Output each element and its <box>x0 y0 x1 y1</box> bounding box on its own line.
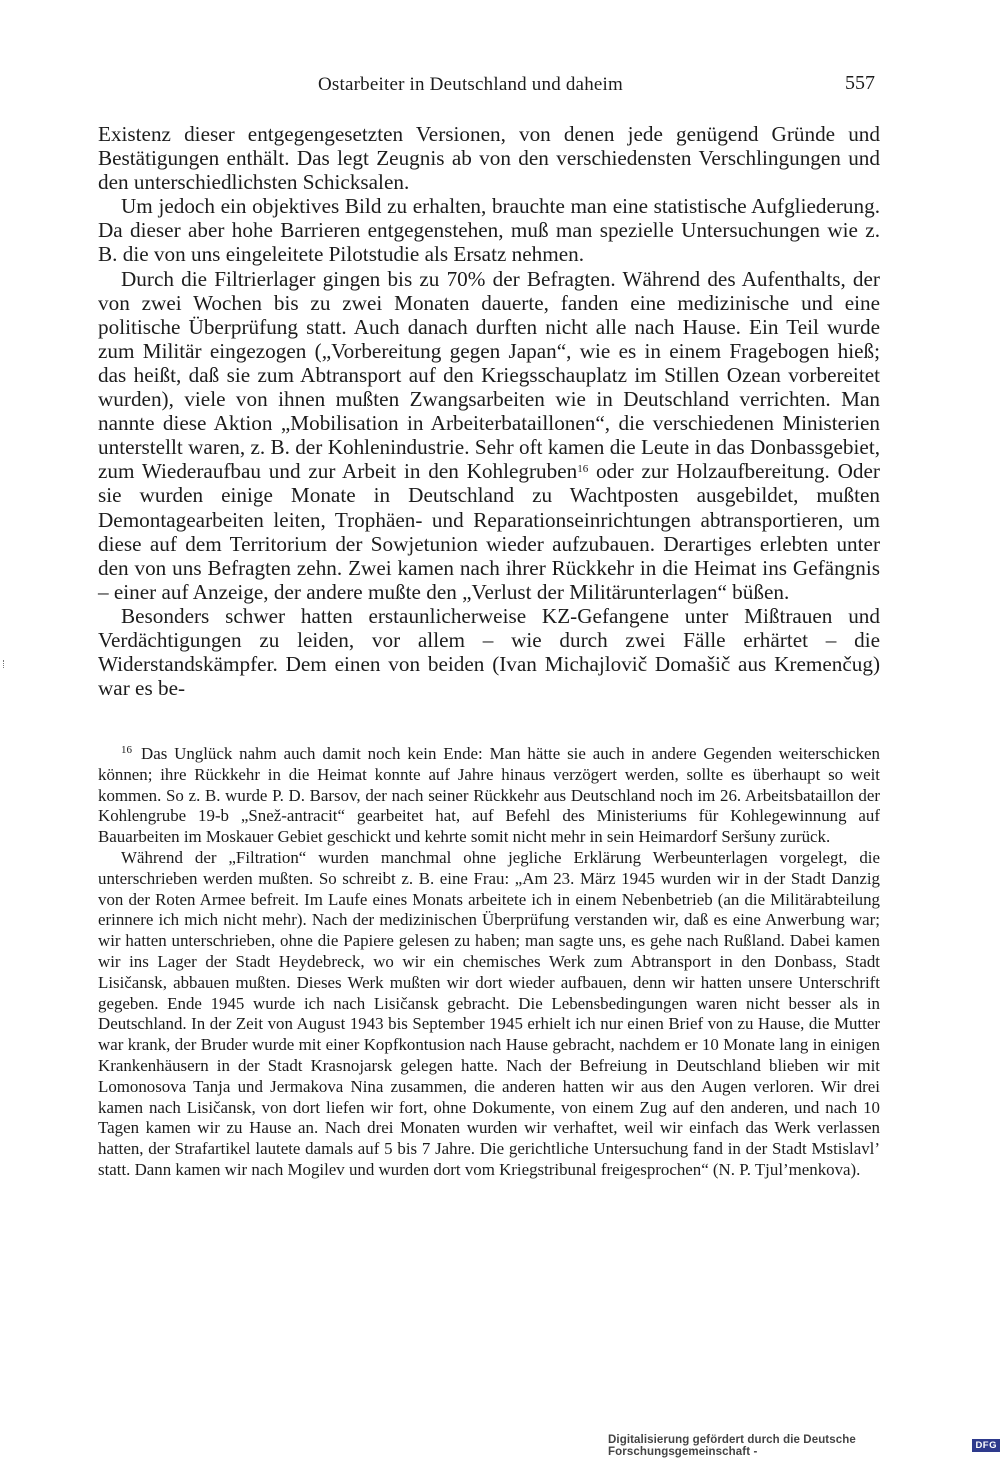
paragraph-3-text-b: oder zur Holzaufbereitung. Oder sie wurden einige Monate in Deutschland zu Wachtposten ausgebildet, mußten Demontagearbeiten leiten, Trophäen- und Reparationseinrichtungen abtransportieren, um diese auf dem Territorium der Sowjetunion wieder aufzubauen. Derartiges erlebten unter den von uns Befragten zehn. Zwei kamen nach ihrer Rückkehr in die Heimat ins Gefängnis – einer auf Anzeige, der andere mußte den „Verlust der Militärunterlagen“ büßen. <box>98 459 880 604</box>
footnote-block <box>98 744 880 1181</box>
digitization-credit <box>608 1435 1000 1456</box>
credit-text: Digitalisierung gefördert durch die Deutsche Forschungsgemeinschaft - <box>608 1433 856 1458</box>
footnote-text-1: Das Unglück nahm auch damit noch kein Ende: Man hätte sie auch in andere Gegenden weiterschicken können; ihre Rückkehr in die Heimat konnte auf Jahre hinaus verzögert werden, sollte es überhaupt so weit kommen. So z. B. wurde P. D. Barsov, der nach seiner Rückkehr aus Deutschland noch im 26. Arbeitsbataillon der Kohlengrube 19-b „Snež-antracit“ gearbeitet hat, auf Befehl des Ministeriums für Kohlegewinnung auf Bauarbeiten im Moskauer Gebiet geschickt und kehrte somit nicht mehr in sein Heimardorf Seršuny zurück. <box>98 744 880 847</box>
footnote-16 <box>98 744 880 848</box>
running-title: Ostarbeiter in Deutschland und daheim <box>318 74 623 95</box>
paragraph-1: Existenz dieser entgegengesetzten Versionen, von denen jede genügend Gründe und Bestätigungen enthält. Das legt Zeugnis ab von den verschiedensten Verschlingungen und den unterschiedlichsten Schicksalen. <box>98 122 880 195</box>
footnote-text-2: Während der „Filtration“ wurden manchmal ohne jegliche Erklärung Werbeunterlagen vorgelegt, die unterschrieben werden mußten. So schreibt z. B. eine Frau: „Am 23. März 1945 wurden wir in der Stadt Danzig von der Roten Armee befreit. Im Laufe eines Monats arbeitete ich in einem Nebenbetrieb (an die Militärabteilung erinnere ich mich nicht mehr). Nach der medizinischen Überprüfung verstanden wir, daß es eine Anwerbung war; wir hatten unterschrieben, ohne die Papiere gelesen zu haben; man sagte uns, es gehe nach Rußland. Dabei kamen wir ins Lager der Stadt Heydebreck, wo wir ein chemisches Werk zum Abtransport in den Donbass, Stadt Lisičansk, abbauen mußten. Dieses Werk mußten wir dort wieder aufbauen, denn wir hatten unsere Unterschrift gegeben. Ende 1945 wurde ich nach Lisičansk gebracht. Die Lebensbedingungen waren nicht besser als in Deutschland. In der Zeit von August 1943 bis September 1945 erhielt ich nur einen Brief von zu Hause, die Mutter war krank, der Bruder wurde mit einer Kopfkontusion nach Hause gebracht, nachdem er 10 Monate lang in einigen Krankenhäusern in der Stadt Krasnojarsk gelegen hatte. Nach der Befreiung in Deutschland blieben wir mit Lomonosova Tanja und Jermakova Nina zusammen, die anderen hatten wir aus den Augen verloren. Wir drei kamen nach Lisičansk, von dort liefen wir fort, ohne Dokumente, von einem Zug auf den anderen, und nach 10 Tagen kamen wir zu Hause an. Nach drei Monaten wurden wir verhaftet, weil wir einfach das Werk verlassen hatten, der Strafartikel lautete damals auf 5 bis 7 Jahre. Die gerichtliche Untersuchung fand in der Stadt Mstislavl’ statt. Dann kamen wir nach Mogilev und wurden dort vom Kriegstribunal freigesprochen“ (N. P. Tjul’menkova). <box>98 847 880 1179</box>
paragraph-2: Um jedoch ein objektives Bild zu erhalten, brauchte man eine statistische Aufgliederung. Da dieser aber hohe Barrieren entgegenstehen, muß man spezielle Untersuchungen wie z. B. die von uns eingeleitete Pilotstudie als Ersatz nehmen. <box>98 194 880 267</box>
main-text <box>98 122 880 700</box>
page-number: 557 <box>845 72 875 94</box>
footnote-reference: 16 <box>577 463 589 476</box>
paragraph-3-text-a: Durch die Filtrierlager gingen bis zu 70% der Befragten. Während des Aufenthalts, der von zwei Wochen bis zu zwei Monaten dauerte, fanden eine medizinische und eine politische Überprüfung statt. Auch danach durften nicht alle nach Hause. Ein Teil wurde zum Militär eingezogen („Vorbereitung gegen Japan“, wie es in einem Fragebogen hieß; das heißt, daß sie zum Abtransport auf den Kriegsschauplatz im Stillen Ozean vorbereitet wurden), viele von ihnen mußten Zwangsarbeiten wie in Deutschland verrichten. Man nannte diese Aktion „Mobilisation in Arbeiterbataillonen“, die verschiedenen Ministerien unterstellt waren, z. B. der Kohlenindustrie. Sehr oft kamen die Leute in das Donbassgebiet, zum Wiederaufbau und zur Arbeit in den Kohlegruben <box>98 266 880 484</box>
paragraph-3 <box>98 267 880 604</box>
footnote-number: 16 <box>121 743 132 756</box>
paragraph-4: Besonders schwer hatten erstaunlicherweise KZ-Gefangene unter Mißtrauen und Verdächtigungen zu leiden, vor allem – wie durch zwei Fälle erhärtet – die Widerstandskämpfer. Dem einen von beiden (Ivan Michajlovič Domašič aus Kremenčug) war es be- <box>98 603 880 701</box>
margin-mark <box>3 660 7 668</box>
dfg-logo-icon: DFG <box>972 1439 1000 1452</box>
